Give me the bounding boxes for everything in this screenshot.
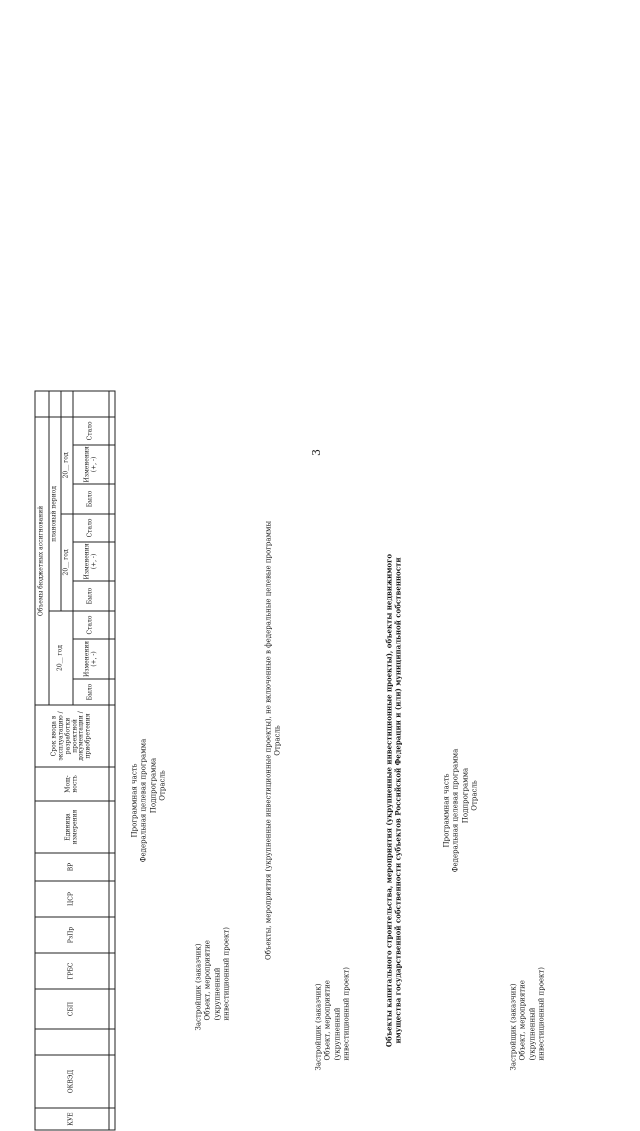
- header-okved: ОКВЭД: [35, 1055, 109, 1108]
- header-became-1: Стало: [73, 611, 109, 639]
- section2-headings: [265, 501, 284, 981]
- section3-headings: [443, 721, 481, 901]
- header-vr: ВР: [35, 853, 109, 881]
- header-was-2: Было: [73, 581, 109, 611]
- header-grbs: ГРБС: [35, 953, 109, 989]
- header-was-1: Было: [73, 679, 109, 705]
- header-unit: Единица измерения: [35, 801, 109, 853]
- header-kue: КУЕ: [35, 1108, 109, 1130]
- section1-branch: Отрасль: [158, 770, 167, 801]
- header-volumes: Объемы бюджетных ассигнований: [35, 417, 49, 705]
- budget-table: [35, 390, 116, 1130]
- header-became-3: Стало: [73, 417, 109, 445]
- page-number: 3: [310, 449, 323, 456]
- section3-title: Объекты капитального строительства, мероприятия (укрупненные инвестиционные проекты), объекты недвижимого имущества государственной собственности субъектов Российской Федерации и (или) муниципальной собственности: [384, 553, 403, 1048]
- rotated-document: [35, 336, 607, 1131]
- section1-objects: [195, 921, 233, 1031]
- header-year1: 20__ год: [49, 611, 73, 705]
- header-change-1: Изменения (+, -): [73, 639, 109, 679]
- header-capacity: Мощ-ность: [35, 767, 109, 801]
- section2-developer: Застройщик (заказчик): [314, 983, 323, 1071]
- section3-subprogram: Подпрограмма: [461, 767, 470, 824]
- header-svb: СБП: [35, 989, 109, 1029]
- header-change-2: Изменения (+, -): [73, 542, 109, 581]
- header-year3: 20__ год: [61, 417, 73, 514]
- header-csr: ЦСР: [35, 881, 109, 917]
- document-body: [125, 336, 605, 1131]
- section3-developer: Застройщик (заказчик): [509, 983, 518, 1071]
- section1-developer: Застройщик (заказчик): [194, 943, 203, 1031]
- header-year2: 20__ год: [61, 514, 73, 611]
- header-rzpr: РзПр: [35, 917, 109, 953]
- header-plan-period: плановый период: [49, 417, 61, 611]
- section1-subprogram: Подпрограмма: [149, 757, 158, 814]
- section3-federal-program: Федеральная целевая программа: [451, 748, 460, 873]
- section3-objects: [510, 961, 548, 1071]
- section2-title: Объекты, мероприятия (укрупненные инвестиционные проекты), не включенные в федеральные целевые программы: [264, 520, 273, 961]
- header-deadline: Срок ввода в эксплуатацию / разработки проектной документации / приобретения: [35, 705, 109, 767]
- section1-headings: [131, 711, 169, 891]
- header-became-2: Стало: [73, 514, 109, 542]
- section1-program-part: Программная часть: [130, 763, 139, 838]
- section1-federal-program: Федеральная целевая программа: [139, 738, 148, 863]
- header-spacer: [35, 1029, 109, 1055]
- section2-objects: [315, 961, 353, 1071]
- section3-object: Объект, мероприятие (укрупненный инвестиционный проект): [518, 966, 546, 1061]
- section2-branch: Отрасль: [273, 725, 282, 756]
- section2-object: Объект, мероприятие (укрупненный инвестиционный проект): [323, 966, 351, 1061]
- section1-object: Объект, мероприятие (укрупненный инвестиционный проект): [203, 926, 231, 1021]
- header-was-3: Было: [73, 484, 109, 514]
- section3-program-part: Программная часть: [442, 773, 451, 848]
- section3-branch: Отрасль: [470, 780, 479, 811]
- header-change-3: Изменения (+, -): [73, 445, 109, 484]
